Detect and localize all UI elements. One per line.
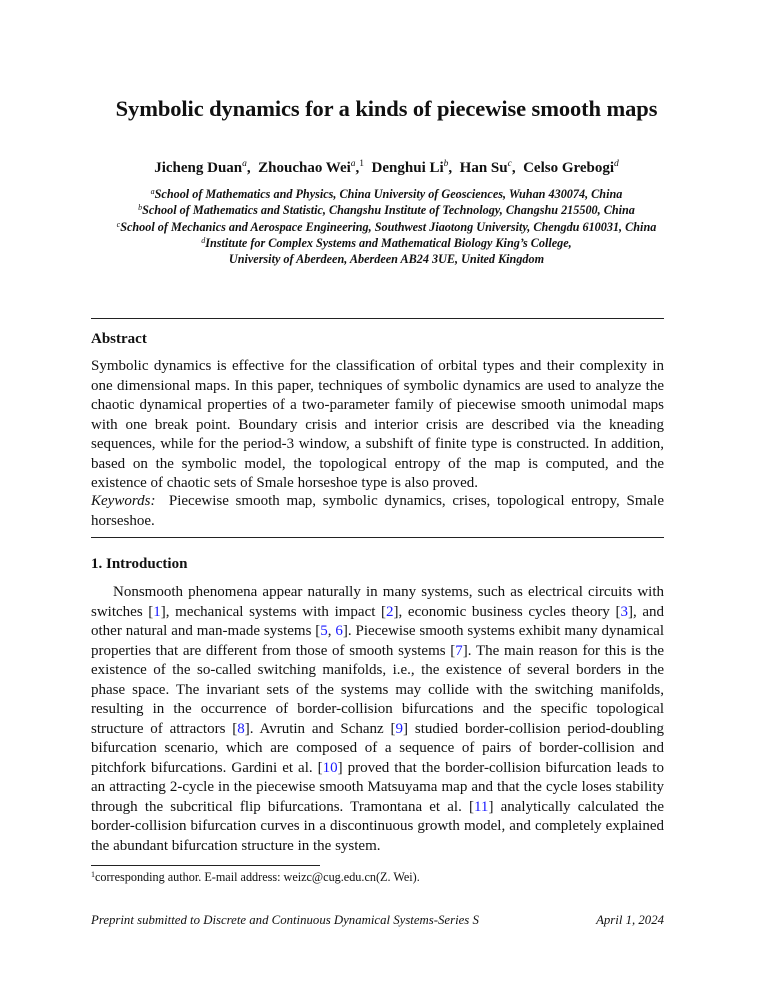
author-name: Denghui Li (371, 160, 444, 176)
affiliation-a: $^a$School of Mathematics and Physics, China University of Geosciences, Wuhan 430074, China (150, 187, 623, 201)
author-note-mark: 1 (359, 159, 365, 169)
introduction-paragraph (91, 583, 664, 856)
keywords-text: Piecewise smooth map, symbolic dynamics, crises, topological entropy, Smale horseshoe. (91, 493, 664, 529)
paper-title: Symbolic dynamics for a kinds of piecewise smooth maps (115, 96, 658, 121)
footer-date: April 1, 2024 (596, 913, 664, 927)
author-affil-mark: d (614, 159, 619, 169)
author-name: Han Su (459, 160, 508, 176)
citation-link[interactable]: 6 (335, 623, 343, 639)
author-4 (460, 160, 512, 176)
intro-text-run: ]. Avrutin and Schanz [ (244, 720, 396, 737)
citation-link[interactable]: 2 (386, 603, 394, 620)
intro-text-run: ]. The main reason for this is the existence of the so-called switching manifolds, i.e., the existence of several borders in the phase space. The invariant sets of the systems may collide with the switching manifolds, resulting in the occurrence of border-collision bifurcations and the specific topological structure of attractors [ (91, 642, 664, 737)
citation-link[interactable]: 3 (620, 603, 628, 620)
intro-text-run: ] proved that the border-collision bifurcation leads to an attracting 2-cycle in the piecewise smooth Matsuyama map and that the cycle loses stability through the subcritical flip bifurcations. Tramontana et al. [ (91, 759, 664, 815)
author-name: Jicheng Duan (154, 160, 243, 176)
abstract-text: Symbolic dynamics is effective for the classification of orbital types and their complexity in one dimensional maps. In this paper, techniques of symbolic dynamics are used to analyze the chaotic dynamical properties of a two-parameter family of piecewise smooth unimodal maps with one break point. Boundary crisis and interior crisis are described via the kneading sequences, while for the period-3 window, a subshift of finite type is constructed. In addition, based on the symbolic model, the topological entropy of the map is computed, and the existence of chaotic sets of Smale horseshoe type is also proved. (91, 358, 664, 491)
intro-text-run: ], mechanical systems with impact [ (160, 603, 387, 620)
author-affil-mark: a (242, 159, 247, 169)
author-5 (523, 160, 619, 176)
citation-link[interactable]: 8 (237, 720, 245, 737)
abstract-bottom-rule (91, 537, 664, 538)
footer-journal: Preprint submitted to Discrete and Continuous Dynamical Systems-Series S (91, 913, 479, 927)
footnote (91, 870, 420, 885)
affiliation-b: $^b$School of Mathematics and Statistic, Changshu Institute of Technology, Changshu 215500, China (138, 203, 635, 218)
citation-link[interactable]: 1 (153, 603, 161, 620)
intro-text-run: ], economic business cycles theory [ (393, 603, 621, 620)
author-name: Celso Grebogi (523, 160, 615, 176)
affiliation-c: $^c$School of Mechanics and Aerospace Engineering, Southwest Jiaotong University, Chengdu 610031, China (116, 219, 657, 234)
intro-text-run: ] studied border-collision period-doubling bifurcation scenario, which are composed of a sequence of pairs of border-collision and pitchfork bifurcations. Gardini et al. [ (91, 720, 665, 776)
abstract-top-rule (91, 318, 664, 319)
affiliation-list (0, 186, 773, 267)
citation-link[interactable]: 9 (395, 720, 404, 737)
author-2: Zhouchao Wei$^a$,$^1$ (258, 159, 365, 176)
footnote-rule (91, 865, 320, 866)
affiliation-d-cont: University of Aberdeen, Aberdeen AB24 3UE, United Kingdom (228, 252, 545, 267)
citation-link[interactable]: 5 (320, 623, 328, 639)
author-affil-mark: b (443, 159, 449, 169)
keywords (91, 492, 664, 531)
intro-text-run: ], and other natural and man-made systems [ (91, 603, 664, 639)
citation-link[interactable]: 11 (473, 798, 489, 815)
section-heading-introduction: 1. Introduction (91, 556, 188, 572)
citation-link[interactable]: 7 (455, 642, 463, 659)
intro-text-run: ]. Piecewise smooth systems exhibit many dynamical properties that are different from those of smooth systems [ (91, 623, 664, 659)
citation-link[interactable]: 10 (322, 759, 338, 776)
keywords-label: Keywords: (91, 493, 156, 509)
author-affil-mark: a (350, 159, 356, 169)
abstract-heading: Abstract (91, 331, 147, 347)
author-name: Zhouchao Wei (258, 160, 351, 176)
author-list: Jicheng Duan$^a$, Zhouchao Wei$^a$,$^1$ Denghui Li$^b$, Han Su$^c$, Celso Grebogi$^d$ (154, 159, 619, 176)
footnote-mark: 1 (91, 870, 95, 879)
intro-text-run: Nonsmooth phenomena appear naturally in many systems, such as electrical circuits with switches [ (91, 584, 664, 620)
author-1 (154, 160, 247, 176)
affiliation-d: $^d$Institute for Complex Systems and Mathematical Biology King’s College, (201, 235, 572, 250)
footnote-text: corresponding author. E-mail address: weizc@cug.edu.cn(Z. Wei). (95, 870, 420, 884)
author-3 (372, 160, 449, 176)
intro-text-run: , (327, 623, 336, 639)
intro-text-run: ] analytically calculated the border-collision bifurcation curves in a discontinuous growth model, and completely explained the abundant bifurcation structure in the system. (91, 798, 664, 854)
author-affil-mark: c (507, 159, 512, 169)
